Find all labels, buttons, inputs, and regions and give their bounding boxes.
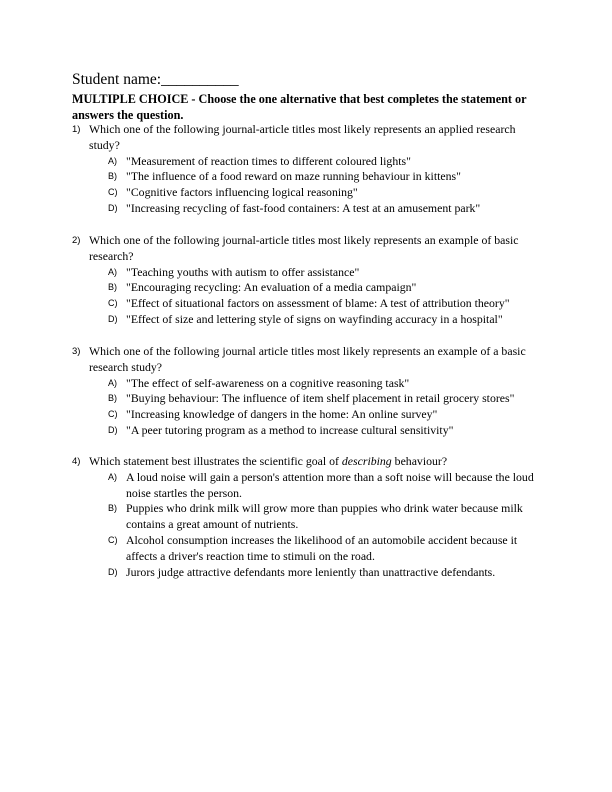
option-text: Alcohol consumption increases the likelihood of an automobile accident because it affects a driver's reaction time to stimuli on the road. (126, 532, 518, 563)
option-text: "Teaching youths with autism to offer assistance" (126, 264, 360, 279)
option-letter: D) (108, 313, 118, 324)
instructions-heading: MULTIPLE CHOICE - Choose the one alternative that best completes the statement or answers the question. (72, 92, 527, 122)
option-list (72, 376, 552, 439)
option-letter: C) (108, 187, 118, 198)
option-letter: C) (108, 298, 118, 309)
question-number: 2) (72, 235, 81, 246)
option-letter: C) (108, 534, 118, 545)
option-b (72, 391, 536, 407)
question-number: 4) (72, 456, 81, 467)
option-c (72, 296, 536, 312)
option-text: "Effect of size and lettering style of signs on wayfinding accuracy in a hospital" (126, 311, 503, 326)
option-c (72, 533, 536, 565)
option-letter: B) (108, 171, 117, 182)
option-letter: B) (108, 393, 117, 404)
question-3 (72, 344, 552, 439)
option-letter: D) (108, 566, 118, 577)
option-a (72, 376, 536, 392)
option-text: "Encouraging recycling: An evaluation of a media campaign" (126, 280, 417, 295)
question-text: Which one of the following journal-article titles most likely represents an example of basic research? (89, 233, 519, 263)
student-name-line: Student name:__________ (72, 71, 239, 88)
question-text: Which one of the following journal-article titles most likely represents an applied research study? (89, 122, 516, 152)
option-d (72, 565, 536, 581)
option-c (72, 407, 536, 423)
question-text (89, 454, 544, 470)
option-a (72, 265, 536, 281)
option-a (72, 470, 536, 502)
question-2 (72, 233, 552, 328)
option-letter: C) (108, 409, 118, 420)
option-text: "Increasing recycling of fast-food containers: A test at an amusement park" (126, 200, 481, 215)
option-c (72, 185, 536, 201)
option-text: "The effect of self-awareness on a cognitive reasoning task" (126, 375, 410, 390)
option-text: "A peer tutoring program as a method to increase cultural sensitivity" (126, 422, 454, 437)
option-letter: D) (108, 424, 118, 435)
question-4 (72, 454, 552, 580)
option-text: "Increasing knowledge of dangers in the home: An online survey" (126, 407, 438, 422)
option-text: Puppies who drink milk will grow more than puppies who drink water because milk contains a great amount of nutrients. (126, 501, 523, 532)
option-text: Jurors judge attractive defendants more leniently than unattractive defendants. (126, 564, 496, 579)
option-a (72, 154, 536, 170)
option-list (72, 470, 552, 581)
option-text: "Measurement of reaction times to different coloured lights" (126, 153, 411, 168)
option-d (72, 312, 536, 328)
question-text: Which one of the following journal article titles most likely represents an example of a basic research study? (89, 344, 526, 374)
option-text: A loud noise will gain a person's attention more than a soft noise will because the loud noise startles the person. (126, 469, 534, 500)
option-letter: B) (108, 282, 117, 293)
option-letter: B) (108, 503, 117, 514)
option-letter: A) (108, 377, 117, 388)
option-d (72, 423, 536, 439)
option-text: "Effect of situational factors on assessment of blame: A test of attribution theory" (126, 296, 510, 311)
option-text: "Buying behaviour: The influence of item shelf placement in retail grocery stores" (126, 391, 515, 406)
question-number: 3) (72, 346, 81, 357)
question-text-emphasis: describing (341, 454, 392, 468)
option-b (72, 501, 536, 533)
option-letter: A) (108, 471, 117, 482)
question-1 (72, 122, 552, 217)
question-number: 1) (72, 124, 81, 135)
option-d (72, 201, 536, 217)
option-letter: A) (108, 266, 117, 277)
question-text-start: Which statement best illustrates the scientific goal of (89, 454, 342, 468)
question-text-end: behaviour? (391, 454, 448, 468)
option-text: "The influence of a food reward on maze running behaviour in kittens" (126, 169, 461, 184)
option-letter: A) (108, 155, 117, 166)
option-letter: D) (108, 202, 118, 213)
option-b (72, 280, 536, 296)
option-list (72, 265, 552, 328)
option-b (72, 169, 536, 185)
option-text: "Cognitive factors influencing logical reasoning" (126, 185, 358, 200)
option-list (72, 154, 552, 217)
